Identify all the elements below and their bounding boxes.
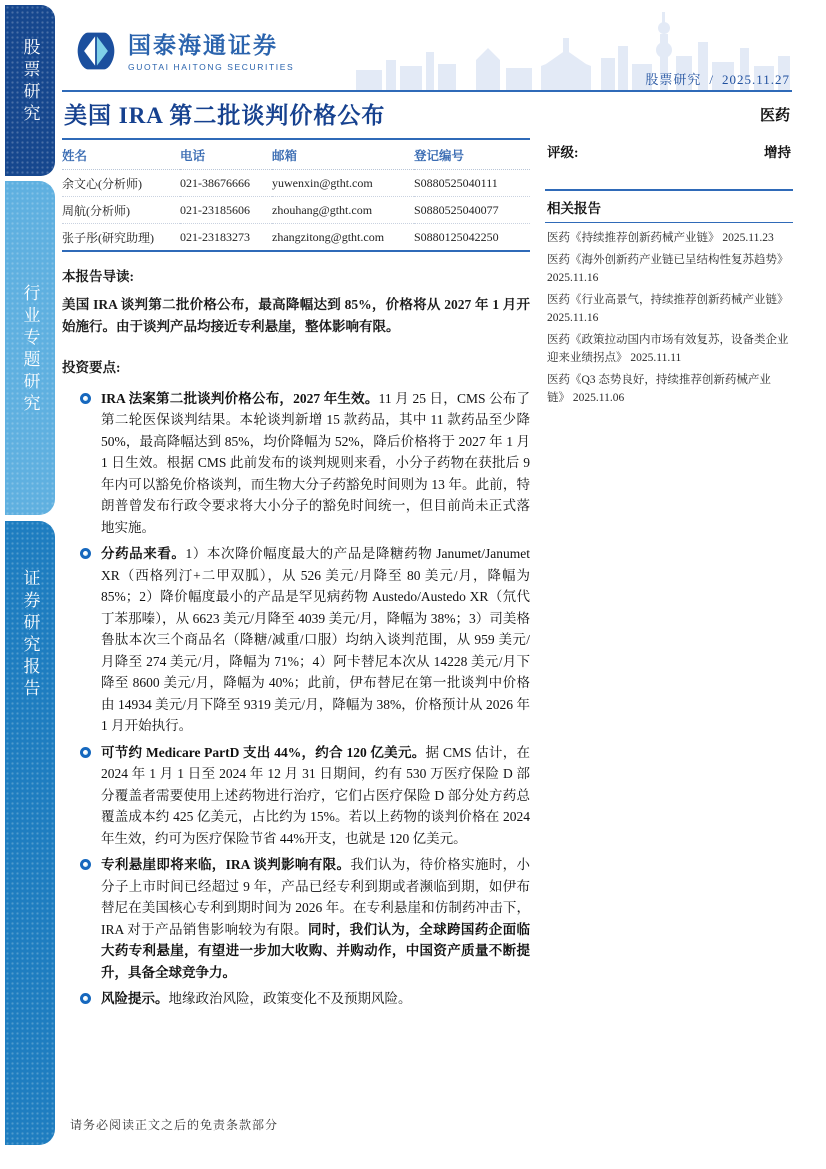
list-item [62,988,530,1010]
sidebar-segment-stock-research [5,5,55,176]
list-item [62,388,530,539]
analyst-phone: 021-38676666 [180,169,272,196]
analyst-name: 周航(分析师) [62,196,180,223]
related-reports-heading: 相关报告 [547,200,601,216]
report-category: 股票研究 [645,72,702,87]
col-header-regno: 登记编号 [414,140,530,170]
table-row [62,169,530,196]
related-report-link[interactable]: 医药《行业高景气，持续推荐创新药械产业链》 2025.11.16 [547,293,789,324]
related-report-link[interactable]: 医药《持续推荐创新药械产业链》 2025.11.23 [547,232,774,244]
bullet-body: 地缘政治风险，政策变化不及预期风险。 [168,991,412,1006]
company-name-cn: 国泰海通证券 [128,32,278,58]
bullet-body: 1）本次降价幅度最大的产品是降糖药物 Janumet/Janumet XR（西格列汀+二甲双胍），从 526 美元/月降至 80 美元/月，降幅为 85%；2）降价幅度最小的产品是罕见病药物 Austedo/Austedo XR（氘代丁苯那嗪），从 6623 美元/月降至 4039 美元/月，降幅为 38%；3）司美格鲁肽本次三个商品名（降糖/减重/口服）均纳入谈判范围，从 959 美元/月降至 274 美元/月，降幅为 71%；4）阿卡替尼本次从 14228 美元/月下降至 8600 美元/月，降幅为 40%；此前，伊布替尼在第一批谈判中价格由 14934 美元/月下降至 9319 美元/月，降幅为 38%，价格预计从 2026 年 1 月开始执行。 [101,546,530,733]
header-meta [645,69,790,88]
bullet-lead: 分药品来看。 [101,546,186,561]
analyst-table-bottom-rule [62,250,530,252]
ring-bullet-icon [80,393,91,404]
bullet-body: 据 CMS 估计，在 2024 年 1 月 1 日至 2024 年 12 月 31 日期间，约有 530 万医疗保险 D 部分覆盖者需要使用上述药物进行治疗，它们占医疗保险 D 部分处方药总覆盖成本约 425 亿美元，占比约为 15%。若以上药物的谈判价格在 2024 年生效，约可为医疗保险节省 44%开支，也就是 120 亿美元。 [101,744,530,846]
page-title: 美国 IRA 第二批谈判价格公布 [64,103,386,128]
bullet-emphasis: 同时，我们认为，全球跨国药企面临大药专利悬崖，有望进一步加大收购、并购动作，中国资产质量不断提升，具备全球竞争力。 [101,921,530,980]
report-date: 2025.11.27 [721,72,790,87]
ring-bullet-icon [80,993,91,1004]
analyst-regno: S0880525040111 [414,169,530,196]
sidebar-label-industry-topic-research: 行业专题研究 [20,284,40,416]
analyst-email: yuwenxin@gtht.com [272,169,414,196]
bullet-lead: 专利悬崖即将来临，IRA 谈判影响有限。 [101,857,351,872]
analyst-table-header-row [62,140,530,170]
analyst-email: zhangzitong@gtht.com [272,229,385,244]
analyst-phone: 021-23185606 [180,196,272,223]
col-header-email: 邮箱 [272,140,414,170]
related-reports-list [545,223,793,408]
col-header-phone: 电话 [180,140,272,170]
col-header-name: 姓名 [62,140,180,170]
ring-bullet-icon [80,859,91,870]
report-guide-heading: 本报告导读: [62,268,134,284]
table-row [62,223,530,250]
analyst-phone: 021-23183273 [180,229,250,244]
rating-row [545,138,793,161]
bullet-body: 11 月 25 日，CMS 公布了第二轮医保谈判结果。本轮谈判新增 15 款药品，其中 11 款药品至少降 50%，最高降幅达到 85%，均价降幅为 52%，降后价格将于 2027 年 1 月 1 日生效。根据 CMS 此前发布的谈判规则来看，小分子药物在获批后 9 年内可以豁免价格谈判，而生物大分子药豁免时间则为 13 年。此前，特朗普曾发布行政令要求将大小分子的豁免时间统一，但目前尚未正式落地实施。 [101,390,530,535]
rating-value: 增持 [764,145,791,160]
report-guide-text: 美国 IRA 谈判第二批价格公布，最高降幅达到 85%，价格将从 2027 年 1 月开始施行。由于谈判产品均接近专利悬崖，整体影响有限。 [62,296,530,334]
info-column [545,138,793,411]
company-name-en: GUOTAI HAITONG SECURITIES [128,62,295,72]
related-report-link[interactable]: 医药《Q3 态势良好，持续推荐创新药械产业链》 2025.11.06 [547,373,771,404]
list-item [62,543,530,737]
guotai-haitong-logo-icon [74,30,118,72]
analyst-regno: S0880525040077 [414,196,530,223]
ring-bullet-icon [80,548,91,559]
analyst-email: zhouhang@gtht.com [272,196,414,223]
analyst-name: 张子彤(研究助理) [62,230,154,245]
industry-label: 医药 [759,108,790,124]
sidebar-label-stock-research: 股票研究 [20,38,40,126]
bullet-lead: IRA 法案第二批谈判价格公布，2027 年生效。 [101,390,379,406]
bullet-lead: 可节约 Medicare PartD 支出 44%，约合 120 亿美元。 [101,744,426,760]
meta-separator: / [709,72,714,87]
analyst-regno: S0880125042250 [414,229,499,244]
disclaimer-note: 请务必阅读正文之后的免责条款部分 [70,1118,279,1132]
rating-label: 评级: [547,145,579,160]
bullet-body: 我们认为，待价格实施时，小分子上市时间已经超过 9 年，产品已经专利到期或者濒临到期，如伊布替尼在美国核心专利到期时间为 2026 年。在专利悬崖和仿制药冲击下，IRA 对于产品销售影响较为有限。 [101,857,530,937]
list-item [62,854,530,983]
investment-points-heading: 投资要点: [62,359,121,375]
company-logo [74,30,294,72]
sidebar-label-securities-research-report: 证券研究报告 [20,569,40,701]
investment-points-list [62,388,530,1010]
table-row [62,196,530,223]
analyst-table [62,140,530,250]
analyst-name: 余文心(分析师) [62,169,180,196]
main-column [62,138,530,1015]
header-divider [62,90,792,92]
related-report-link[interactable]: 医药《政策拉动国内市场有效复苏，设备类企业迎来业绩拐点》 2025.11.11 [547,333,789,364]
list-item [62,742,530,850]
sidebar-segment-securities-research-report [5,521,55,1145]
sidebar-segment-industry-topic-research [5,181,55,515]
related-report-link[interactable]: 医药《海外创新药产业链已呈结构性复苏趋势》 2025.11.16 [547,253,789,284]
ring-bullet-icon [80,747,91,758]
bullet-lead: 风险提示。 [101,991,169,1006]
